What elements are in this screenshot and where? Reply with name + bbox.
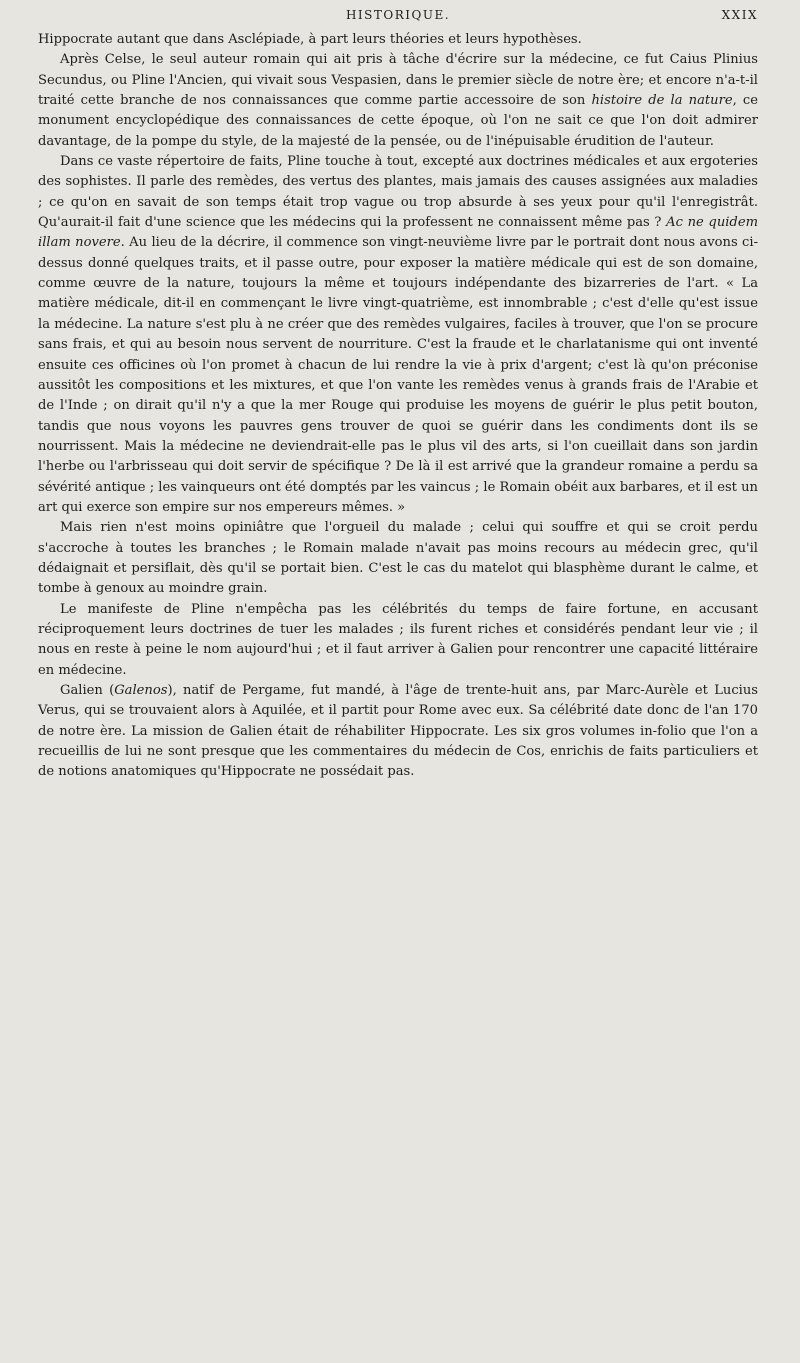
- text-run: , ce monument encyclopédique des connaissances de cette époque, où l'on ne sait ce que l'on doit admirer davantage, de la pompe du style, de la majesté de la pensée, ou de l'inépuisable érudition de l'auteur.: [38, 93, 758, 149]
- paragraph-6: [38, 681, 758, 783]
- text-run: Galien (: [60, 683, 115, 698]
- paragraph-4: [38, 518, 758, 599]
- text-run: . Au lieu de la décrire, il commence son vingt-neuvième livre par le portrait dont nous avons ci-dessus donné quelques traits, et il passe outre, pour exposer la matière médicale qui est de son domaine, comme œuvre de la nature, toujours la même et toujours indépendante des bizarreries de l'art. « La matière médicale, dit-il en commençant le livre vingt-quatrième, est innombrable ; c'est d'elle qu'est issue la médecine. La nature s'est plu à ne créer que des remèdes vulgaires, faciles à trouver, que l'on se procure sans frais, et qui au besoin nous servent de nourriture. C'est la fraude et le charlatanisme qui ont inventé ensuite ces officines où l'on promet à chacun de lui rendre la vie à prix d'argent; c'est là qu'on préconise aussitôt les compositions et les mixtures, et que l'on vante les remèdes venus à grands frais de l'Arabie et de l'Inde ; on dirait qu'il n'y a que la mer Rouge qui produise les moyens de guérir le plus petit bouton, tandis que nous voyons les pauvres gens trouver de quoi se guérir dans les condiments dont ils se nourrissent. Mais la médecine ne deviendrait-elle pas le plus vil des arts, si l'on cueillait dans son jardin l'herbe ou l'arbrisseau qui doit servir de spécifique ? De là il est arrivé que la grandeur romaine a perdu sa sévérité antique ; les vainqueurs ont été domptés par les vaincus ; le Romain obéit aux barbares, et il est un art qui exerce son empire sur nos empereurs mêmes. »: [38, 235, 758, 515]
- paragraph-5: [38, 600, 758, 681]
- text-run: Dans ce vaste répertoire de faits, Pline touche à tout, excepté aux doctrines médicales et aux ergoteries des sophistes. Il parle des remèdes, des vertus des plantes, mais jamais des causes assignées aux maladies ; ce qu'on en savait de son temps était trop vague ou trop absurde à ses yeux pour qu'il l'enregistrât. Qu'aurait-il fait d'une science que les médecins qui la professent ne connaissent même pas ?: [38, 154, 758, 231]
- paragraph-2: [38, 50, 758, 152]
- text-run: Hippocrate autant que dans Asclépiade, à part leurs théories et leurs hypothèses.: [38, 32, 582, 47]
- text-run: Le manifeste de Pline n'empêcha pas les célébrités du temps de faire fortune, en accusant réciproquement leurs doctrines de tuer les malades ; ils furent riches et considérés pendant leur vie ; il nous en reste à peine le nom aujourd'hui ; et il faut arriver à Galien pour rencontrer une capacité littéraire en médecine.: [38, 601, 758, 678]
- paragraph-3: [38, 152, 758, 518]
- body-text: [38, 30, 758, 783]
- text-run: Après Celse, le seul auteur romain qui ait pris à tâche d'écrire sur la médecine, ce fut Caius Plinius Secundus, ou Pline l'Ancien, qui vivait sous Vespasien, dans le premier siècle de notre ère; et encore n'a-t-il traité cette branche de nos connaissances que comme partie accessoire de son: [38, 52, 758, 109]
- page-number: XXIX: [721, 8, 758, 22]
- italic-title: histoire de la nature: [591, 93, 733, 109]
- text-run: ), natif de Pergame, fut mandé, à l'âge de trente-huit ans, par Marc-Aurèle et Lucius Verus, qui se trouvaient alors à Aquilée, et il partit pour Rome avec eux. Sa célébrité date donc de l'an 170 de notre ère. La mission de Galien était de réhabiliter Hippocrate. Les six gros volumes in-folio que l'on a recueillis de lui ne sont presque que les commentaires du médecin de Cos, enrichis de faits particuliers et de notions anatomiques qu'Hippocrate ne possédait pas.: [38, 683, 759, 780]
- latin-quote: Ac ne quidem illam novere: [38, 215, 758, 251]
- running-head: [38, 8, 758, 30]
- paragraph-1: [38, 30, 758, 50]
- running-title: HISTORIQUE.: [345, 8, 451, 22]
- text-run: Mais rien n'est moins opiniâtre que l'orgueil du malade ; celui qui souffre et qui se croit perdu s'accroche à toutes les branches ; le Romain malade n'avait pas moins recours au médecin grec, qu'il dédaignait et persiflait, dès qu'il se portait bien. C'est le cas du matelot qui blasphème durant le calme, et tombe à genoux au moindre grain.: [38, 520, 758, 597]
- greek-name: Galenos: [114, 683, 168, 698]
